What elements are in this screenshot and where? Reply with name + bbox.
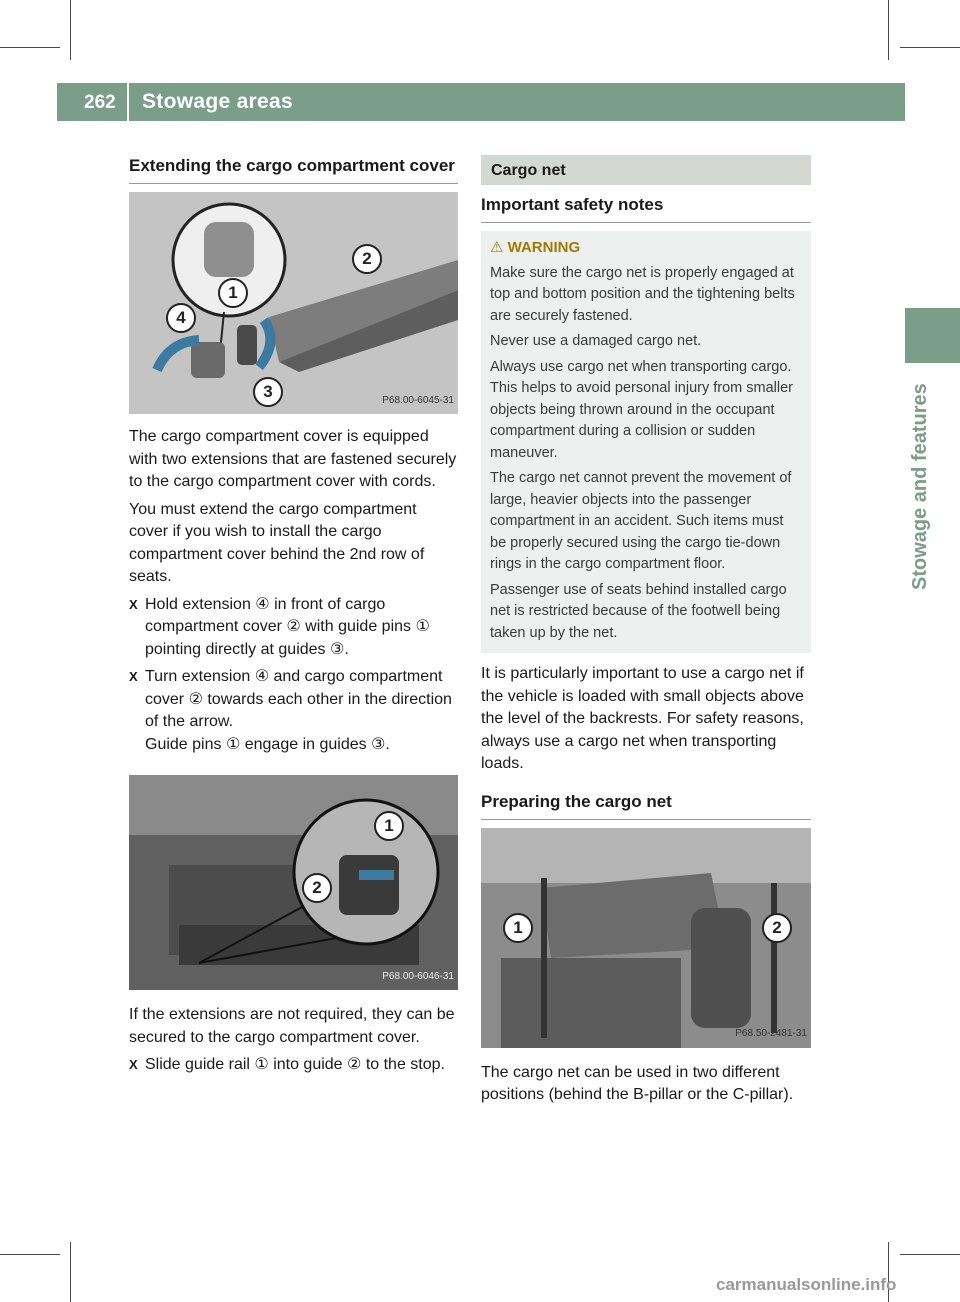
- crop-mark: [888, 0, 889, 60]
- page-header: [57, 83, 905, 121]
- figure-code: P68.00-6046-31: [382, 970, 454, 982]
- heading-rule: [481, 222, 811, 223]
- callout-2: 2: [302, 873, 332, 903]
- warning-box: [481, 231, 811, 653]
- paragraph: It is particularly important to use a cargo net if the vehicle is loaded with small objects above the level of the backrests. For safety reasons, always use a cargo net when transporting loads.: [481, 665, 804, 772]
- heading-rule: [129, 183, 458, 184]
- warning-icon: ⚠: [490, 239, 504, 256]
- warning-text: Always use cargo net when transporting cargo. This helps to avoid personal injury from smaller objects being thrown around in the occupant compartment during a collision or sudden maneuver.: [490, 358, 794, 461]
- subheading: Preparing the cargo net: [481, 791, 672, 811]
- callout-1: 1: [218, 278, 248, 308]
- figure-cargo-net: [481, 828, 811, 1048]
- warning-title: [490, 237, 802, 259]
- crop-mark: [70, 1242, 71, 1302]
- callout-1: 1: [503, 913, 533, 943]
- figure-code: P68.50-2481-31: [735, 1028, 807, 1039]
- instruction-step: [129, 594, 458, 662]
- callout-1: 1: [374, 811, 404, 841]
- step-marker: X: [129, 669, 138, 684]
- warning-label: WARNING: [507, 239, 581, 256]
- watermark: carmanualsonline.info: [716, 1275, 897, 1294]
- heading-rule: [481, 819, 811, 820]
- warning-text: Never use a damaged cargo net.: [490, 333, 702, 349]
- crop-mark: [0, 1254, 60, 1255]
- subheading: Important safety notes: [481, 195, 664, 214]
- instruction-step: [129, 666, 458, 756]
- paragraph: You must extend the cargo compartment cover if you wish to install the cargo compartment cover behind the 2nd row of seats.: [129, 500, 425, 585]
- paragraph: The cargo compartment cover is equipped with two extensions that are fastened securely to the cargo compartment cover with cords.: [129, 428, 457, 490]
- callout-2: 2: [762, 913, 792, 943]
- side-tab-block: [905, 308, 960, 363]
- crop-mark: [0, 47, 60, 48]
- paragraph: If the extensions are not required, they can be secured to the cargo compartment cover.: [129, 1006, 455, 1046]
- crop-mark: [900, 1254, 960, 1255]
- callout-3: 3: [253, 377, 283, 407]
- callout-2: 2: [352, 244, 382, 274]
- crop-mark: [70, 0, 71, 60]
- step-result: Guide pins ① engage in guides ③.: [145, 735, 390, 753]
- instruction-step: [129, 1054, 458, 1077]
- paragraph: The cargo net can be used in two different positions (behind the B-pillar or the C-pillar).: [481, 1063, 794, 1103]
- warning-text: Make sure the cargo net is properly engaged at top and bottom position and the tightening belts are securely fastened.: [490, 264, 795, 324]
- step-text: Hold extension ④ in front of cargo compartment cover ② with guide pins ① pointing directly at guides ③.: [145, 595, 430, 658]
- page-title: Stowage areas: [142, 90, 293, 113]
- warning-text: Passenger use of seats behind installed cargo net is restricted because of the footwell being taken up by the net.: [490, 581, 787, 641]
- section-banner: Cargo net: [481, 155, 811, 185]
- step-text: Turn extension ④ and cargo compartment cover ② towards each other in the direction of the arrow.: [145, 668, 452, 730]
- figure-cover-extension: [129, 192, 458, 414]
- figure-guide-pins: [129, 775, 458, 990]
- warning-text: The cargo net cannot prevent the movement of large, heavier objects into the passenger compartment in an accident. Such items must be properly secured using the cargo tie-down rings in the cargo compartment floor.: [490, 470, 792, 572]
- figure-code: P68.00-6045-31: [382, 394, 454, 406]
- callout-4: 4: [166, 303, 196, 333]
- cargo-net-illustration: [481, 828, 811, 1048]
- side-tab-label: Stowage and features: [909, 383, 931, 590]
- guide-pins-illustration: [129, 775, 458, 990]
- left-column: [129, 155, 458, 1082]
- step-marker: X: [129, 1057, 138, 1072]
- crop-mark: [900, 47, 960, 48]
- header-divider: [127, 53, 129, 121]
- section-heading: Extending the cargo compartment cover: [129, 156, 455, 175]
- step-text: Slide guide rail ① into guide ② to the stop.: [145, 1056, 445, 1073]
- page-number: 262: [84, 92, 116, 113]
- right-column: [481, 155, 811, 1112]
- step-marker: X: [129, 596, 138, 612]
